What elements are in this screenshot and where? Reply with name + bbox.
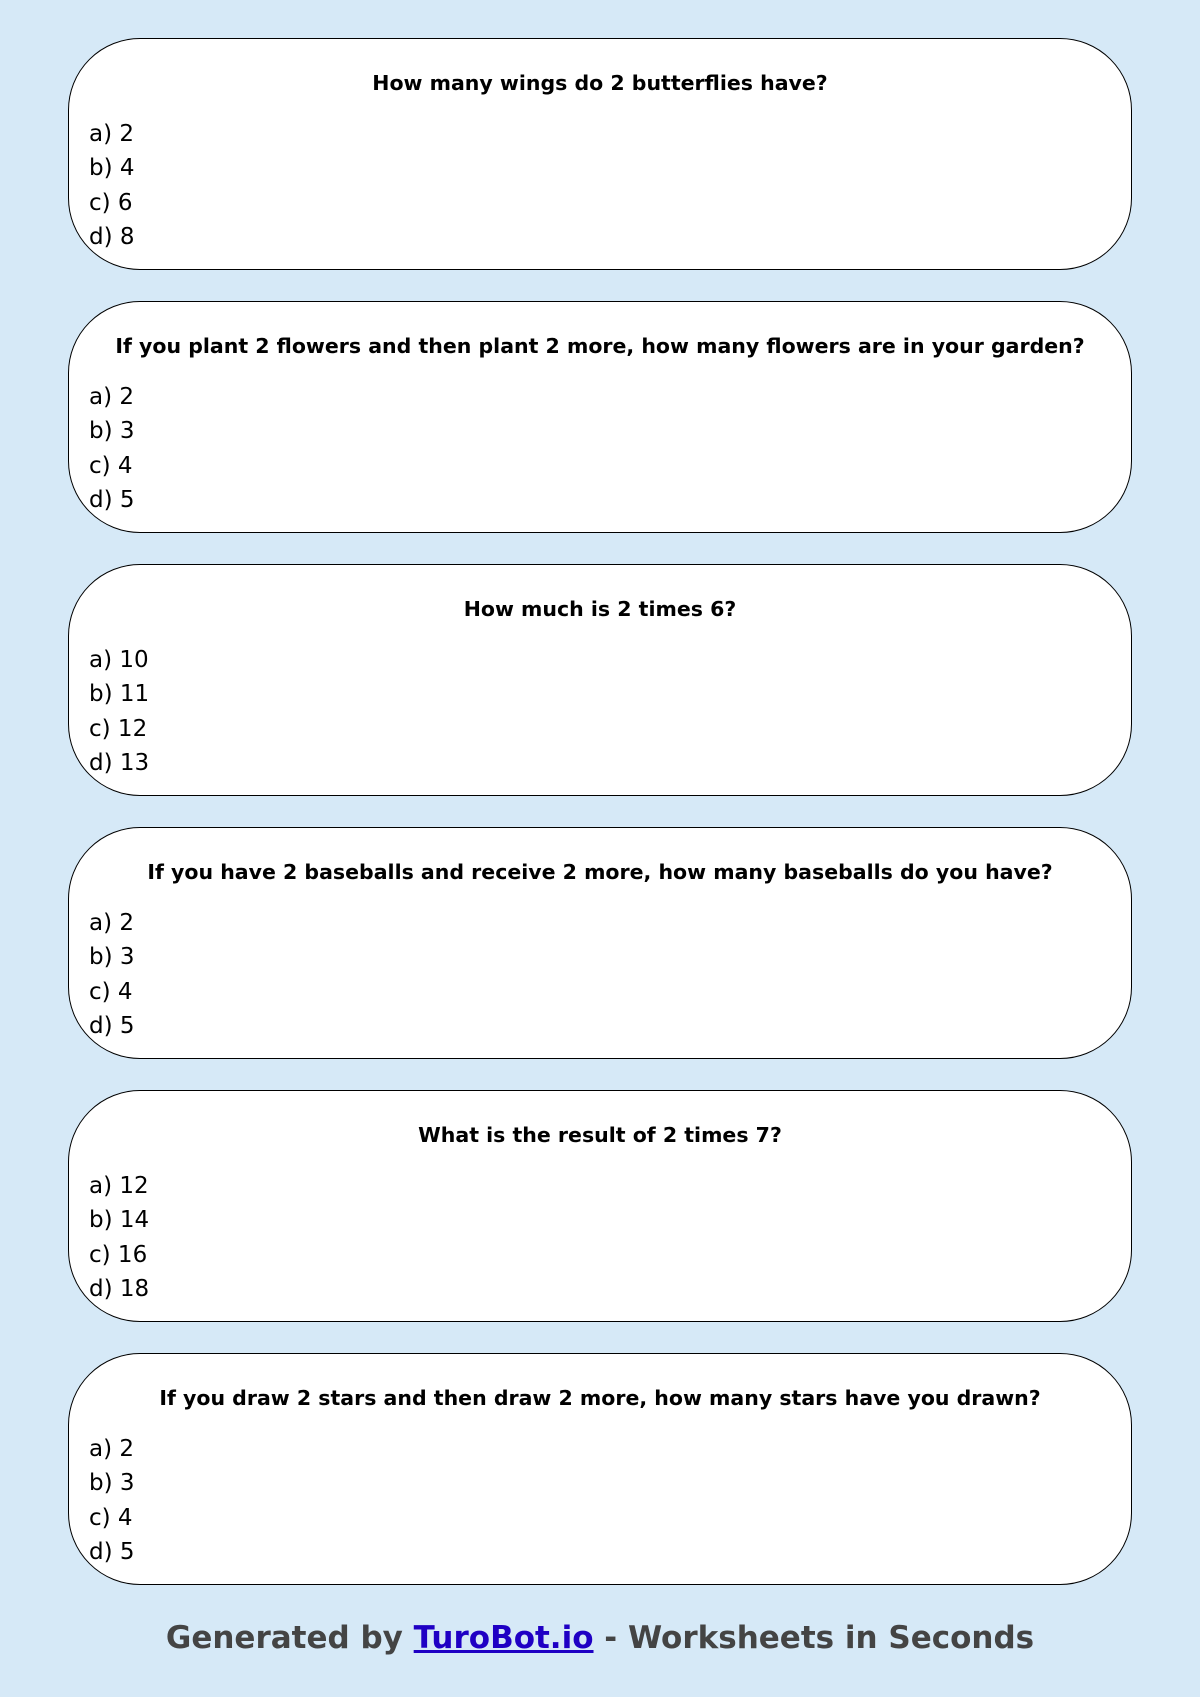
answer-option: c) 12 — [89, 715, 148, 742]
worksheet-questions — [68, 38, 1132, 1616]
answer-option: d) 5 — [89, 1538, 135, 1565]
answer-option: b) 3 — [89, 944, 135, 971]
answer-option: d) 5 — [89, 1012, 135, 1039]
answer-option: a) 2 — [89, 1436, 135, 1462]
question-card — [68, 1353, 1132, 1585]
answer-options — [89, 1432, 1111, 1569]
footer-credit — [0, 1618, 1200, 1658]
answer-option: b) 11 — [89, 681, 150, 708]
answer-options — [89, 380, 1111, 517]
answer-option: d) 5 — [89, 486, 135, 513]
question-text: What is the result of 2 times 7? — [418, 1123, 782, 1147]
question-card — [68, 827, 1132, 1059]
answer-option: a) 2 — [89, 121, 135, 147]
answer-option: b) 14 — [89, 1207, 150, 1234]
answer-option: b) 4 — [89, 155, 135, 182]
answer-option: b) 3 — [89, 418, 135, 445]
answer-option: a) 2 — [89, 384, 135, 410]
answer-option: d) 8 — [89, 223, 135, 250]
turobot-link[interactable]: TuroBot.io — [413, 1620, 594, 1656]
question-text: How many wings do 2 butterflies have? — [372, 71, 828, 95]
answer-option: c) 4 — [89, 452, 133, 479]
answer-option: c) 4 — [89, 978, 133, 1005]
question-text: If you plant 2 flowers and then plant 2 more, how many flowers are in your garden? — [115, 334, 1085, 358]
answer-option: b) 3 — [89, 1470, 135, 1497]
answer-option: a) 10 — [89, 647, 149, 673]
question-card — [68, 301, 1132, 533]
footer-suffix: - Worksheets in Seconds — [593, 1620, 1035, 1656]
answer-option: a) 12 — [89, 1173, 149, 1199]
answer-options — [89, 117, 1111, 254]
question-text: If you draw 2 stars and then draw 2 more, how many stars have you drawn? — [159, 1386, 1041, 1410]
footer-prefix: Generated by — [165, 1620, 414, 1656]
answer-option: d) 13 — [89, 749, 150, 776]
answer-option: c) 16 — [89, 1241, 148, 1268]
answer-option: c) 6 — [89, 189, 133, 216]
answer-option: a) 2 — [89, 910, 135, 936]
question-text: How much is 2 times 6? — [463, 597, 737, 621]
question-text: If you have 2 baseballs and receive 2 more, how many baseballs do you have? — [147, 860, 1053, 884]
answer-option: d) 18 — [89, 1275, 150, 1302]
question-card — [68, 564, 1132, 796]
answer-options — [89, 1169, 1111, 1306]
question-card — [68, 38, 1132, 270]
answer-options — [89, 643, 1111, 780]
question-card — [68, 1090, 1132, 1322]
answer-options — [89, 906, 1111, 1043]
answer-option: c) 4 — [89, 1504, 133, 1531]
